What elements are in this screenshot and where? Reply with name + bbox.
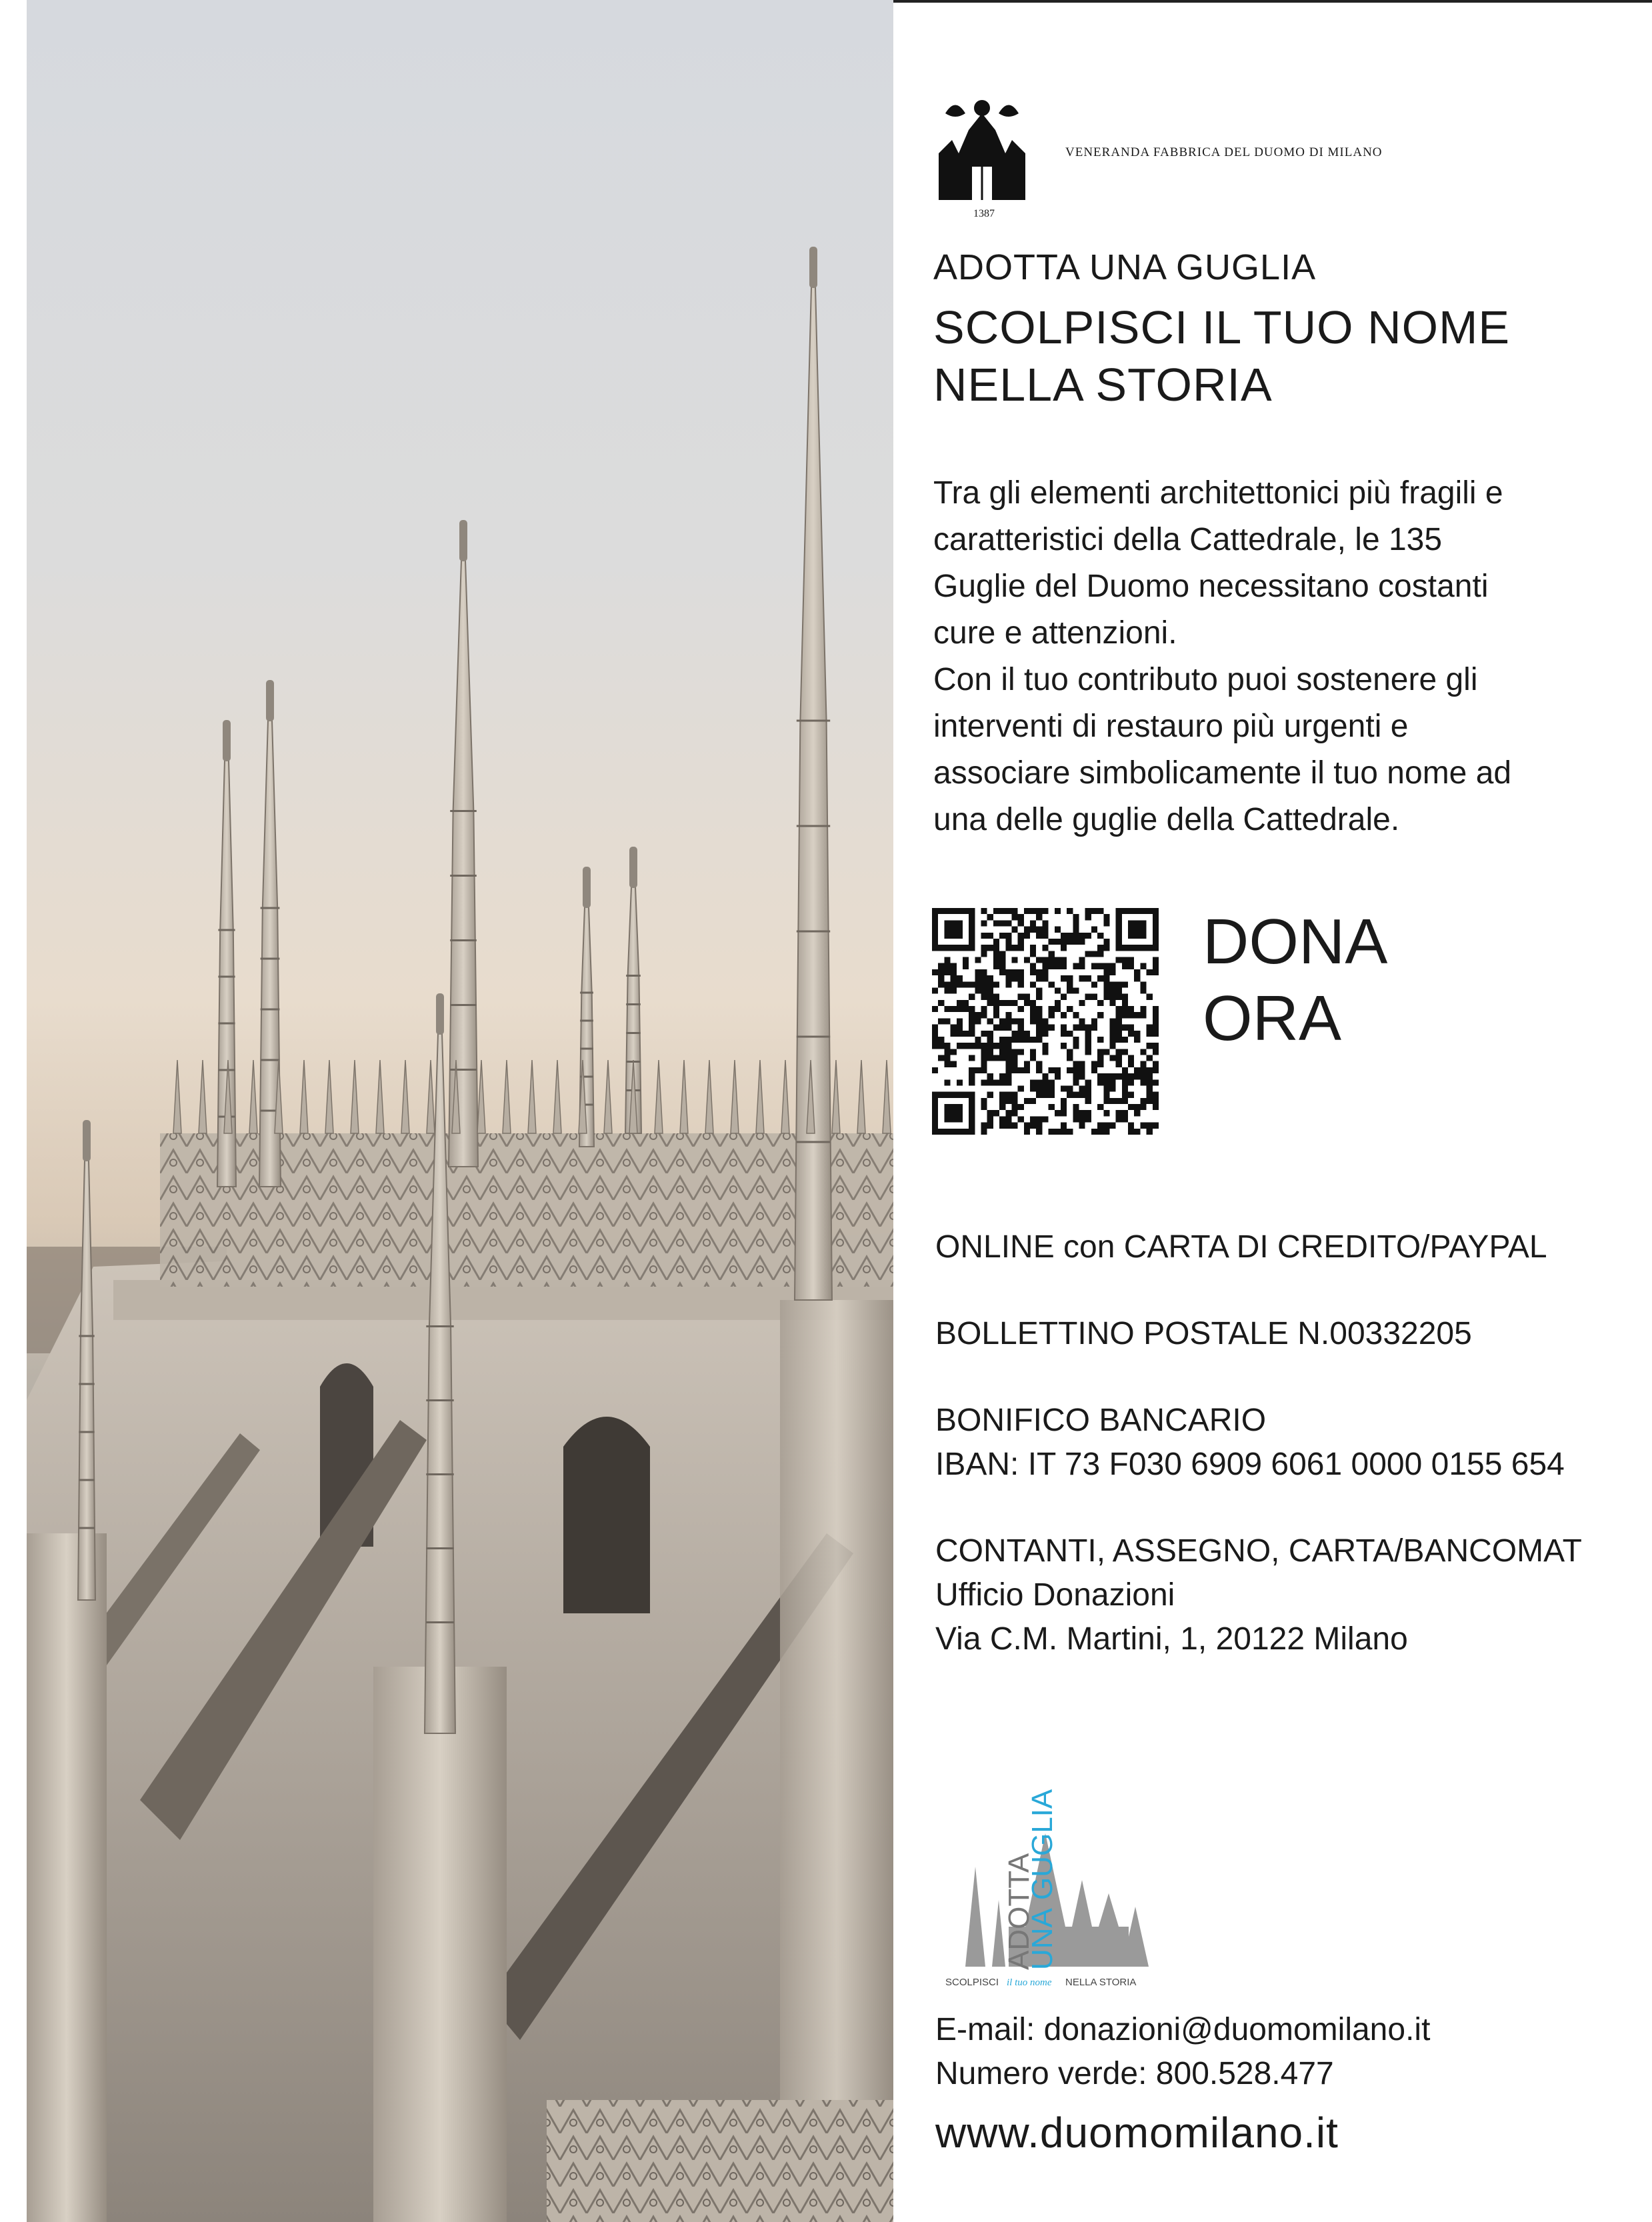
contact-phone[interactable]: Numero verde: 800.528.477 (935, 2056, 1334, 2091)
payment-methods (935, 1225, 1649, 1661)
donate-now-label[interactable] (1203, 903, 1387, 1057)
logo-tag-right: NELLA STORIA (1065, 1977, 1137, 1987)
donate-qr-code[interactable] (932, 908, 1159, 1135)
body-line: associare simbolicamente il tuo nome ad (933, 755, 1512, 791)
body-line: Con il tuo contributo puoi sostenere gli (933, 662, 1478, 697)
body-line: cure e attenzioni. (933, 615, 1177, 651)
cash-address: Via C.M. Martini, 1, 20122 Milano (935, 1621, 1408, 1657)
logo-year: 1387 (973, 208, 995, 219)
logo-tag-left: SCOLPISCI (945, 1977, 999, 1987)
headline-line-2: NELLA STORIA (933, 359, 1273, 411)
method-cash (935, 1529, 1649, 1661)
logo-word-adotta: ADOTTA (1003, 1853, 1035, 1970)
fabbrica-emblem-icon (932, 93, 1032, 207)
cathedral-photo (27, 0, 893, 2222)
logo-institution-name: VENERANDA FABBRICA DEL DUOMO DI MILANO (1065, 145, 1383, 159)
logo-tag-script: il tuo nome (1007, 1977, 1052, 1987)
cathedral-spires-illustration (27, 0, 893, 2222)
cash-office: Ufficio Donazioni (935, 1577, 1175, 1613)
contact-email[interactable]: E-mail: donazioni@duomomilano.it (935, 2012, 1431, 2047)
bank-iban: IBAN: IT 73 F030 6909 6061 0000 0155 654 (935, 1447, 1565, 1482)
headline-line-1: SCOLPISCI IL TUO NOME (933, 301, 1511, 353)
info-panel (893, 0, 1652, 2222)
donate-line-2: ORA (1203, 983, 1342, 1054)
logo-word-guglia: GUGLIA (1026, 1789, 1059, 1900)
contact-info (935, 2008, 1430, 2096)
body-line: una delle guglie della Cattedrale. (933, 802, 1400, 837)
body-line: Tra gli elementi architettonici più fragili e (933, 475, 1503, 511)
method-bank (935, 1399, 1649, 1487)
donate-line-1: DONA (1203, 906, 1388, 977)
method-postal: BOLLETTINO POSTALE N.00332205 (935, 1316, 1472, 1351)
body-line: Guglie del Duomo necessitano costanti (933, 569, 1489, 604)
website-link[interactable]: www.duomomilano.it (935, 2109, 1339, 2157)
campaign-kicker: ADOTTA UNA GUGLIA (933, 247, 1317, 287)
cash-title: CONTANTI, ASSEGNO, CARTA/BANCOMAT (935, 1533, 1582, 1569)
body-paragraph (933, 470, 1640, 843)
logo-word-una: UNA (1026, 1908, 1059, 1970)
body-line: caratteristici della Cattedrale, le 135 (933, 522, 1443, 557)
adotta-una-guglia-logo (945, 1733, 1165, 1987)
campaign-headline (933, 299, 1510, 413)
body-line: interventi di restauro più urgenti e (933, 709, 1409, 744)
method-online: ONLINE con CARTA DI CREDITO/PAYPAL (935, 1229, 1547, 1265)
bank-title: BONIFICO BANCARIO (935, 1403, 1267, 1438)
